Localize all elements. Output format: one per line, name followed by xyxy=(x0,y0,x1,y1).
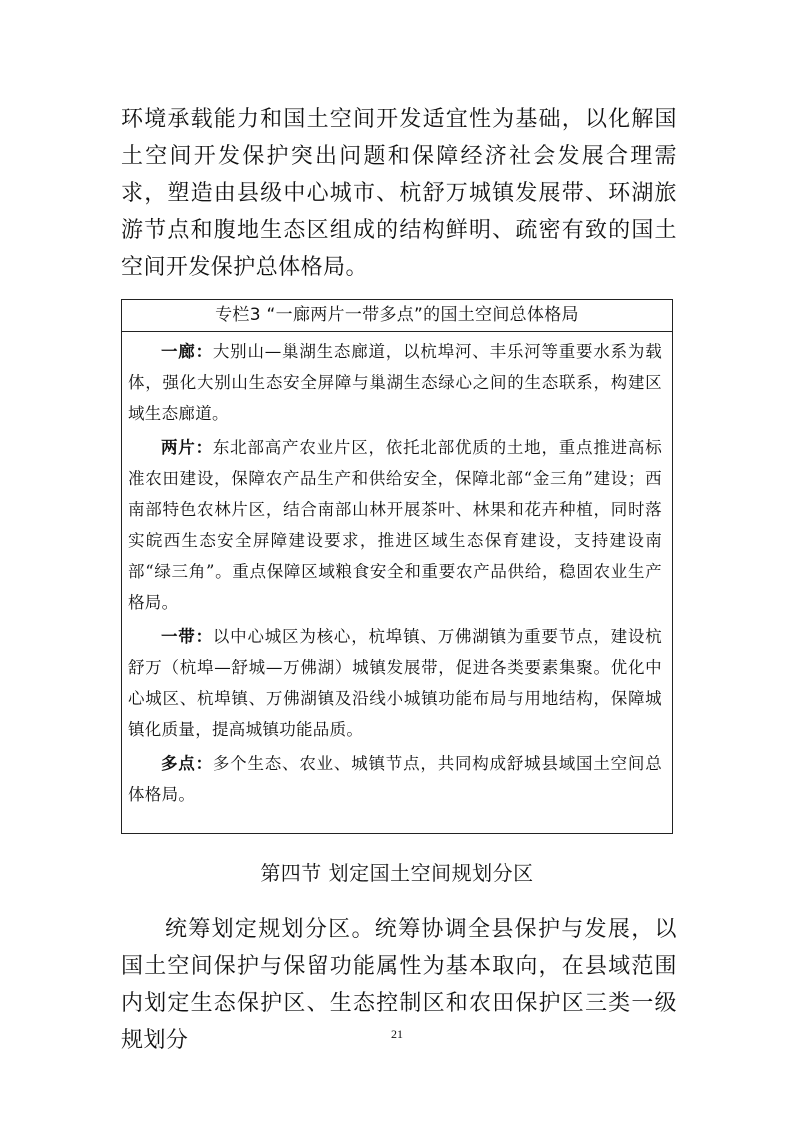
box-item-keyword: 一带： xyxy=(161,627,213,646)
feature-box xyxy=(121,299,673,834)
box-item-corridor xyxy=(128,336,662,429)
box-item-keyword: 两片： xyxy=(161,438,213,457)
feature-box-title: 专栏3 “一廊两片一带多点”的国土空间总体格局 xyxy=(122,300,672,332)
box-item-text: 以中心城区为核心，杭埠镇、万佛湖镇为重要节点，建设杭舒万（杭埠—舒城—万佛湖）城镇发展带，促进各类要素集聚。优化中心城区、杭埠镇、万佛湖镇及沿线小城镇功能布局与用地结构，保障城镇化质量，提高城镇功能品质。 xyxy=(128,627,662,739)
box-item-text: 大别山—巢湖生态廊道，以杭埠河、丰乐河等重要水系为载体，强化大别山生态安全屏障与巢湖生态绿心之间的生态联系，构建区域生态廊道。 xyxy=(128,342,662,423)
section-heading: 第四节 划定国土空间规划分区 xyxy=(260,861,534,885)
box-item-one-belt xyxy=(128,621,662,745)
body-paragraph-bottom: 统筹划定规划分区。统筹协调全县保护与发展，以国土空间保护与保留功能属性为基本取向，在县域范围内划定生态保护区、生态控制区和农田保护区三类一级规划分 xyxy=(121,917,677,1053)
feature-box-body xyxy=(122,332,672,810)
box-item-text: 多个生态、农业、城镇节点，共同构成舒城县域国土空间总体格局。 xyxy=(128,754,662,804)
body-paragraph-top: 环境承载能力和国土空间开发适宜性为基础，以化解国土空间开发保护突出问题和保障经济社会发展合理需求，塑造由县级中心城市、杭舒万城镇发展带、环湖旅游节点和腹地生态区组成的结构鲜明、疏密有致的国土空间开发保护总体格局。 xyxy=(121,107,677,280)
page-number: 21 xyxy=(391,1027,403,1041)
box-item-keyword: 一廊： xyxy=(161,342,213,361)
box-item-multi-points xyxy=(128,748,662,810)
box-item-text: 东北部高产农业片区，依托北部优质的土地，重点推进高标准农田建设，保障农产品生产和供给安全，保障北部“金三角”建设；西南部特色农林片区，结合南部山林开展茶叶、林果和花卉种植，同时落实皖西生态安全屏障建设要求，推进区域生态保育建设，支持建设南部“绿三角”。重点保障区域粮食安全和重要农产品供给，稳固农业生产格局。 xyxy=(128,438,662,612)
box-item-two-zones xyxy=(128,432,662,618)
box-item-keyword: 多点： xyxy=(161,754,213,773)
